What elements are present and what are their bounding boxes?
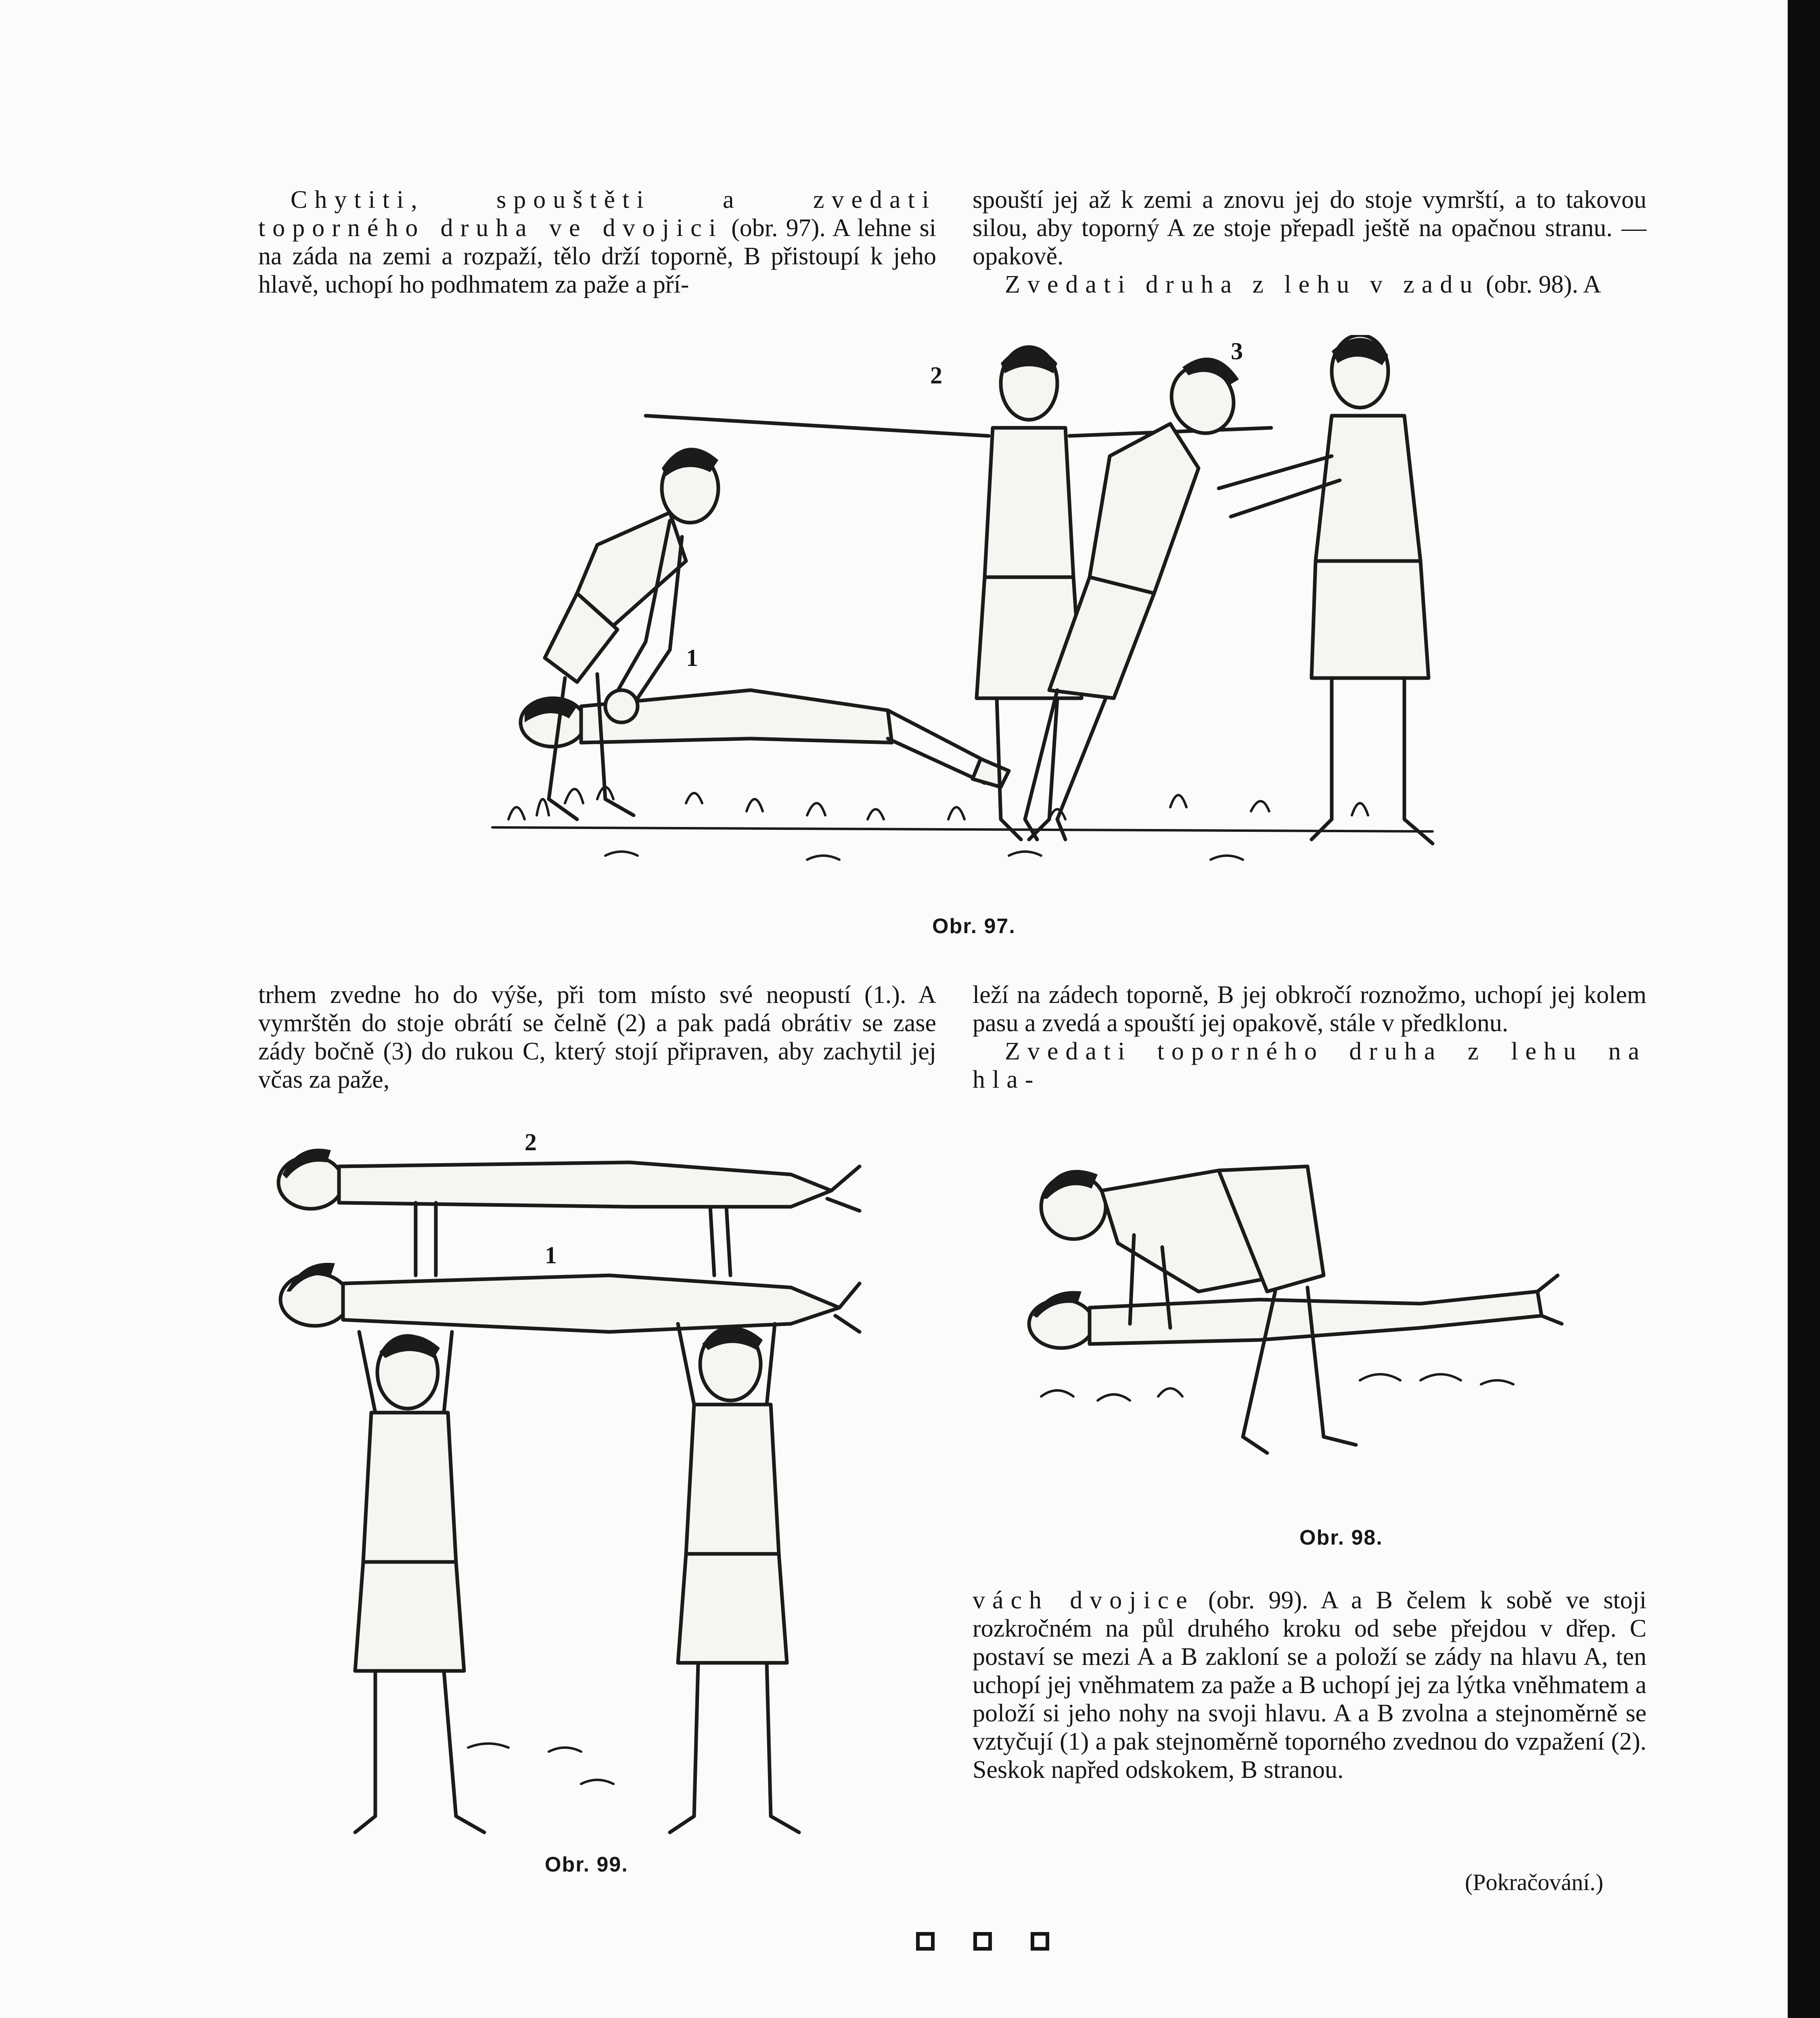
section-title-2: Zvedati druha z lehu v zadu <box>1005 271 1480 298</box>
lying-figure-a <box>1029 1275 1562 1348</box>
paragraph-2: spouští jej až k zemi a znovu jej do stoje vymrští, a to takovou silou, aby toporný A ze stoje přepadl ještě na opačnou stranu. — opakově. <box>973 186 1646 270</box>
paragraph-1 <box>258 186 936 299</box>
paragraph-1-text: (obr. 97). A lehne si na záda na zemi a rozpaží, tělo drží toporně, B přistoupí k jeho hlavě, uchopí ho podhmatem za paže a pří- <box>258 214 936 298</box>
figure-97-illustration <box>444 335 1461 900</box>
figure-97-label-1: 1 <box>686 645 698 671</box>
paragraph-5-block <box>973 981 1646 1094</box>
figure-97 <box>444 335 1461 900</box>
paragraph-7-block <box>973 1586 1646 1784</box>
raised-figure-2 <box>278 1129 860 1275</box>
paragraph-7 <box>973 1586 1646 1784</box>
square-icon <box>973 1932 992 1951</box>
bending-figure-b <box>545 448 718 819</box>
lifter-figure-a <box>355 1332 484 1832</box>
section-title-3: Zvedati toporného druha z lehu na hla- <box>973 1038 1646 1093</box>
figure-99-label-1: 1 <box>545 1242 557 1269</box>
paragraph-3-text: (obr. 98). A <box>1479 271 1601 298</box>
figure-97-label-2: 2 <box>930 362 942 389</box>
standing-figure-2 <box>646 347 1271 839</box>
catcher-figure-c <box>1219 335 1433 844</box>
paragraph-4: trhem zvedne ho do výše, při tom místo své neopustí (1.). A vymrštěn do stoje obrátí se čelně (2) a pak padá obrátiv se zase zády bočně (3) do rukou C, který stojí připraven, aby zachytil jej včas za paže, <box>258 981 936 1093</box>
square-icon <box>1031 1932 1049 1951</box>
paragraph-4-block <box>258 981 936 1094</box>
figure-98-caption: Obr. 98. <box>1299 1526 1383 1549</box>
figure-99-caption: Obr. 99. <box>545 1853 628 1876</box>
lifter-figure-b <box>670 1324 799 1832</box>
lying-figure-1 <box>280 1242 860 1332</box>
figure-98 <box>1017 1154 1570 1509</box>
continuation-note: (Pokračování.) <box>1465 1869 1604 1895</box>
square-icon <box>916 1932 935 1951</box>
paragraph-2-block <box>973 186 1646 299</box>
paragraph-3 <box>973 270 1646 299</box>
figure-97-label-3: 3 <box>1231 338 1243 364</box>
section-title-4: vách dvojice <box>973 1587 1195 1614</box>
section-separator <box>916 1925 1049 1957</box>
section-title-1: Chytiti, spouštěti a zvedati toporného druha ve dvojici <box>258 186 936 242</box>
figure-99-label-2: 2 <box>525 1129 537 1156</box>
figure-97-caption: Obr. 97. <box>932 915 1016 938</box>
figure-98-illustration <box>1017 1154 1570 1509</box>
lying-figure-a <box>521 690 1009 787</box>
paragraph-7-text: (obr. 99). A a B čelem k sobě ve stoji rozkročném na půl druhého kroku od sebe přejdou v dřep. C postaví se mezi A a B zakloní se a položí se zády na hlavu A, ten uchopí jej vněhmatem za paže a B uchopí jej za lýtka vněhmatem a položí si jeho nohy na svoji hlavu. A a B zvolna a stejnoměrně se vztyčují (1) a pak stejnoměrně toporného zvednou do vzpažení (2). Seskok napřed odskokem, B stranou. <box>973 1587 1646 1784</box>
figure-99-illustration <box>266 1106 880 1861</box>
figure-99 <box>266 1106 880 1861</box>
paragraph-5: leží na zádech toporně, B jej obkročí roznožmo, uchopí jej kolem pasu a zvedá a spouští jej opakově, stále v předklonu. <box>973 981 1646 1037</box>
paragraph-6 <box>973 1037 1646 1094</box>
